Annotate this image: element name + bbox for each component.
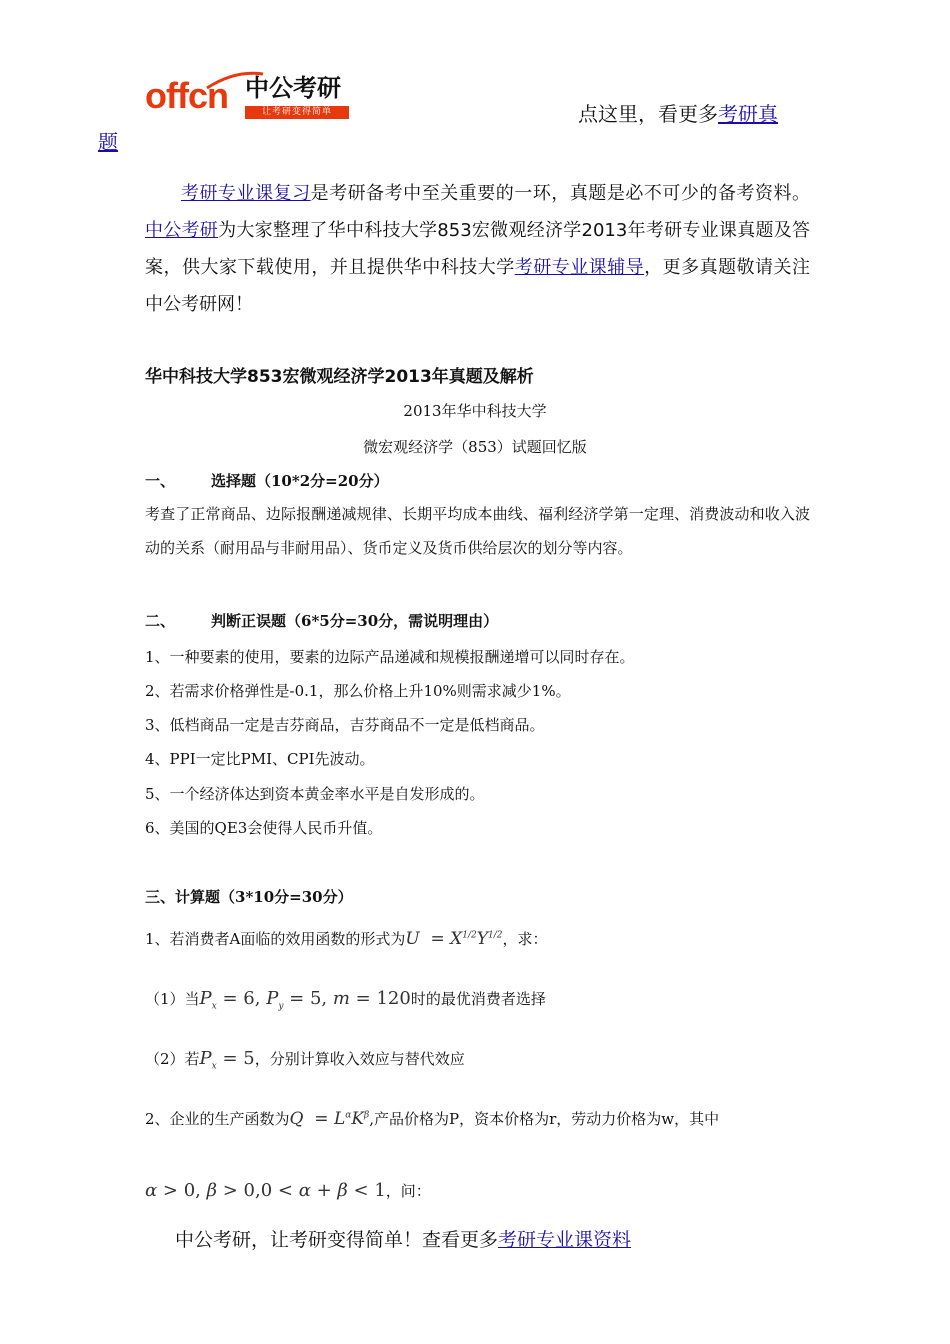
calc-q2 — [145, 1108, 719, 1129]
section2-title: 判断正误题（6*5分=30分，需说明理由） — [211, 612, 499, 630]
link-tutoring[interactable]: 考研专业课辅导 — [514, 257, 645, 278]
calc-q1b-prefix: （2）若 — [145, 1050, 200, 1068]
judgement-item: 1、一种要素的使用，要素的边际产品递减和规模报酬递增可以同时存在。 — [145, 648, 635, 666]
link-offcn[interactable]: 中公考研 — [145, 220, 219, 241]
judgement-item: 5、一个经济体达到资本黄金率水平是自发形成的。 — [145, 785, 485, 803]
subtitle-year: 2013年华中科技大学 — [403, 402, 547, 420]
intro-text-1: 是考研备考中至关重要的一环，真题是必不可少的备考资料。 — [310, 183, 811, 204]
intro-text-3: ，更多真题敬请关注中公考研网！ — [145, 257, 811, 315]
header-link-exam-part1[interactable]: 考研真 — [718, 102, 778, 126]
price-income-formula: $P_x = 6$, $P_y = 5$, m = 120 — [199, 988, 411, 1012]
header-link-wrap — [98, 128, 118, 156]
intro-text-2: 为大家整理了华中科技大学853宏微观经济学2013年考研专业课真题及答案，供大家下载使用，并且提供华中科技大学 — [145, 220, 810, 278]
logo-tagline: 让考研变得简单 — [245, 106, 349, 119]
footer-text: 中公考研，让考研变得简单！查看更多 — [175, 1229, 499, 1251]
calc-q2-prefix: 2、企业的生产函数为 — [145, 1110, 290, 1128]
logo-latin-text: offcn — [145, 75, 228, 116]
intro-paragraph — [145, 175, 810, 323]
subtitle-paper: 微宏观经济学（853）试题回忆版 — [363, 438, 587, 456]
footer-link-materials[interactable]: 考研专业课资料 — [498, 1229, 632, 1251]
calc-q1a-prefix: （1）当 — [145, 990, 200, 1008]
section2-number: 二、 — [145, 612, 176, 630]
calc-q1b-suffix: ，分别计算收入效应与替代效应 — [254, 1050, 465, 1068]
calc-q2-condition — [145, 1180, 431, 1201]
calc-q1-suffix: ，求： — [502, 930, 548, 948]
new-price-formula: $P_x = 5$ — [199, 1048, 255, 1072]
link-review[interactable]: 考研专业课复习 — [181, 183, 311, 204]
section3-heading: 三、计算题（3*10分=30分） — [145, 888, 353, 906]
calc-q1-prefix: 1、若消费者A面临的效用函数的形式为 — [145, 930, 406, 948]
section1-number: 一、 — [145, 472, 176, 490]
judgement-item: 2、若需求价格弹性是-0.1，那么价格上升10%则需求减少1%。 — [145, 682, 571, 700]
section1-heading — [145, 470, 389, 491]
header-prefix: 点这里，看更多 — [578, 102, 718, 126]
calc-q1b — [145, 1048, 465, 1072]
section1-title: 选择题（10*2分=20分） — [211, 472, 389, 490]
calc-q1a — [145, 988, 546, 1012]
judgement-item: 3、低档商品一定是吉芬商品，吉芬商品不一定是低档商品。 — [145, 716, 545, 734]
judgement-item: 6、美国的QE3会使得人民币升值。 — [145, 819, 383, 837]
header-link-line — [578, 100, 778, 128]
section1-body: 考查了正常商品、边际报酬递减规律、长期平均成本曲线、福利经济学第一定理、消费波动和收入波动的关系（耐用品与非耐用品）、货币定义及货币供给层次的划分等内容。 — [145, 505, 810, 557]
calc-q1 — [145, 928, 548, 949]
utility-formula: $U = X^{1/2}Y^{1/2}$ — [405, 929, 503, 949]
section2-heading — [145, 610, 498, 631]
calc-q2-tail: ，问： — [385, 1182, 431, 1200]
footer-line — [175, 1225, 631, 1252]
calc-q2-suffix: ,产品价格为P，资本价格为r，劳动力价格为w，其中 — [369, 1110, 720, 1128]
logo-chinese-text: 中公考研 — [245, 74, 341, 102]
offcn-logo[interactable] — [145, 70, 355, 122]
parameter-condition-formula: α > 0, β > 0,0 < α + β < 1 — [145, 1180, 386, 1201]
header-link-exam-part2[interactable]: 题 — [98, 130, 118, 154]
main-heading: 华中科技大学853宏微观经济学2013年真题及解析 — [145, 367, 534, 387]
production-formula: $Q = L^\alpha K^\beta$ — [289, 1109, 370, 1129]
calc-q1a-suffix: 时的最优消费者选择 — [410, 990, 546, 1008]
judgement-item: 4、PPI一定比PMI、CPI先波动。 — [145, 750, 375, 768]
